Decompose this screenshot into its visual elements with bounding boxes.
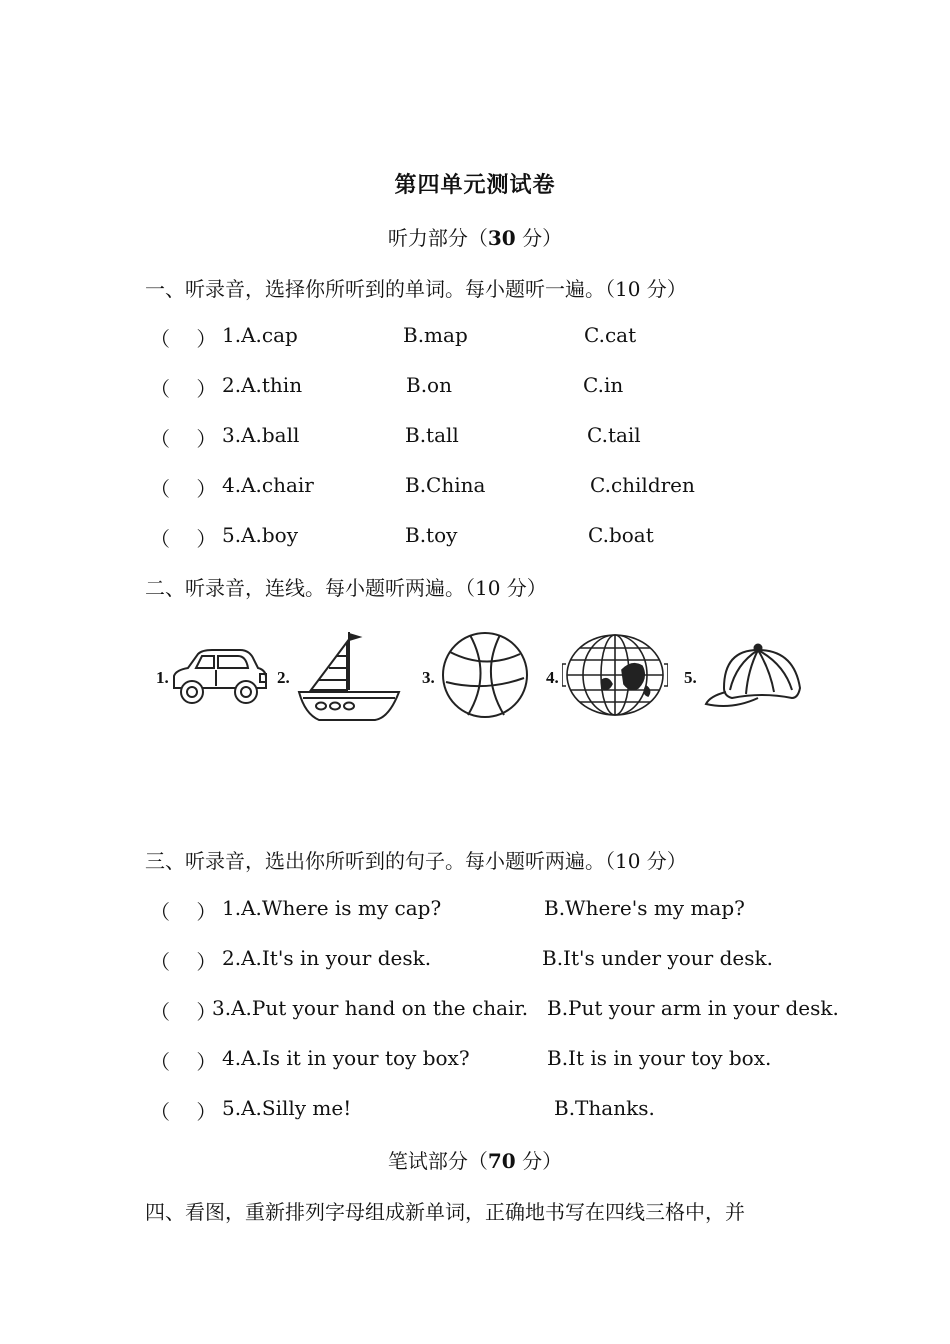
section1-item — [150, 323, 850, 351]
option-a: 3.A.ball — [222, 423, 300, 447]
option-c: C.boat — [588, 523, 654, 547]
listening-header-suffix: 分） — [515, 226, 563, 250]
section3-item — [150, 996, 850, 1024]
cap-icon — [702, 640, 806, 712]
option-b: B.Where's my map? — [544, 896, 745, 920]
option-b: B.It's under your desk. — [542, 946, 773, 970]
option-b: B.Put your arm in your desk. — [547, 996, 839, 1020]
section1-item — [150, 373, 850, 401]
writing-header-prefix: 笔试部分（ — [387, 1149, 488, 1173]
writing-score: 70 — [487, 1149, 516, 1173]
basketball-icon — [440, 630, 530, 720]
answer-blank[interactable]: （ ） — [150, 950, 217, 974]
option-a: 5.A.boy — [222, 523, 299, 547]
answer-blank[interactable]: （ ） — [150, 1000, 217, 1024]
section3-item — [150, 1096, 850, 1124]
option-c: C.in — [583, 373, 624, 397]
picture-number: 4. — [546, 668, 559, 687]
section1-item — [150, 523, 850, 551]
option-a: 3.A.Put your hand on the chair. — [212, 996, 529, 1020]
option-b: B.on — [406, 373, 452, 397]
option-b: B.China — [405, 473, 486, 497]
answer-blank[interactable]: （ ） — [150, 327, 217, 351]
globe-icon — [562, 630, 668, 720]
option-a: 1.A.Where is my cap? — [222, 896, 442, 920]
page-title: 第四单元测试卷 — [394, 173, 556, 198]
listening-score: 30 — [487, 226, 516, 250]
car-icon — [168, 646, 270, 708]
writing-header-suffix: 分） — [515, 1149, 563, 1173]
picture-number: 3. — [422, 668, 435, 687]
option-a: 5.A.Silly me! — [222, 1096, 352, 1120]
option-a: 1.A.cap — [222, 323, 298, 347]
option-c: C.tail — [587, 423, 641, 447]
answer-blank[interactable]: （ ） — [150, 477, 217, 501]
section1-item — [150, 423, 850, 451]
listening-header-prefix: 听力部分（ — [387, 226, 488, 250]
answer-blank[interactable]: （ ） — [150, 900, 217, 924]
answer-blank[interactable]: （ ） — [150, 527, 217, 551]
picture-number: 2. — [277, 668, 290, 687]
section3-item — [150, 896, 850, 924]
option-b: B.map — [403, 323, 468, 347]
option-c: C.children — [590, 473, 695, 497]
picture-number: 5. — [684, 668, 697, 687]
section3-item — [150, 946, 850, 974]
section3-item — [150, 1046, 850, 1074]
section1-item — [150, 473, 850, 501]
option-a: 4.A.Is it in your toy box? — [222, 1046, 470, 1070]
option-a: 4.A.chair — [222, 473, 314, 497]
writing-part-header — [0, 1145, 950, 1174]
option-a: 2.A.It's in your desk. — [222, 946, 432, 970]
listening-part-header — [0, 222, 950, 251]
option-b: B.Thanks. — [554, 1096, 655, 1120]
sailboat-icon — [295, 628, 403, 724]
option-b: B.It is in your toy box. — [547, 1046, 772, 1070]
option-a: 2.A.thin — [222, 373, 303, 397]
picture-number: 1. — [156, 668, 169, 687]
section1-heading: 一、听录音，选择你所听到的单词。每小题听一遍。（10 分） — [145, 277, 687, 301]
option-b: B.toy — [405, 523, 458, 547]
answer-blank[interactable]: （ ） — [150, 1050, 217, 1074]
option-c: C.cat — [584, 323, 637, 347]
answer-blank[interactable]: （ ） — [150, 377, 217, 401]
answer-blank[interactable]: （ ） — [150, 427, 217, 451]
picture-row — [150, 628, 810, 728]
section3-heading: 三、听录音，选出你所听到的句子。每小题听两遍。（10 分） — [145, 849, 687, 873]
answer-blank[interactable]: （ ） — [150, 1100, 217, 1124]
option-b: B.tall — [405, 423, 459, 447]
section2-heading: 二、听录音，连线。每小题听两遍。（10 分） — [145, 576, 547, 600]
section4-heading: 四、看图，重新排列字母组成新单词，正确地书写在四线三格中，并 — [145, 1200, 745, 1224]
